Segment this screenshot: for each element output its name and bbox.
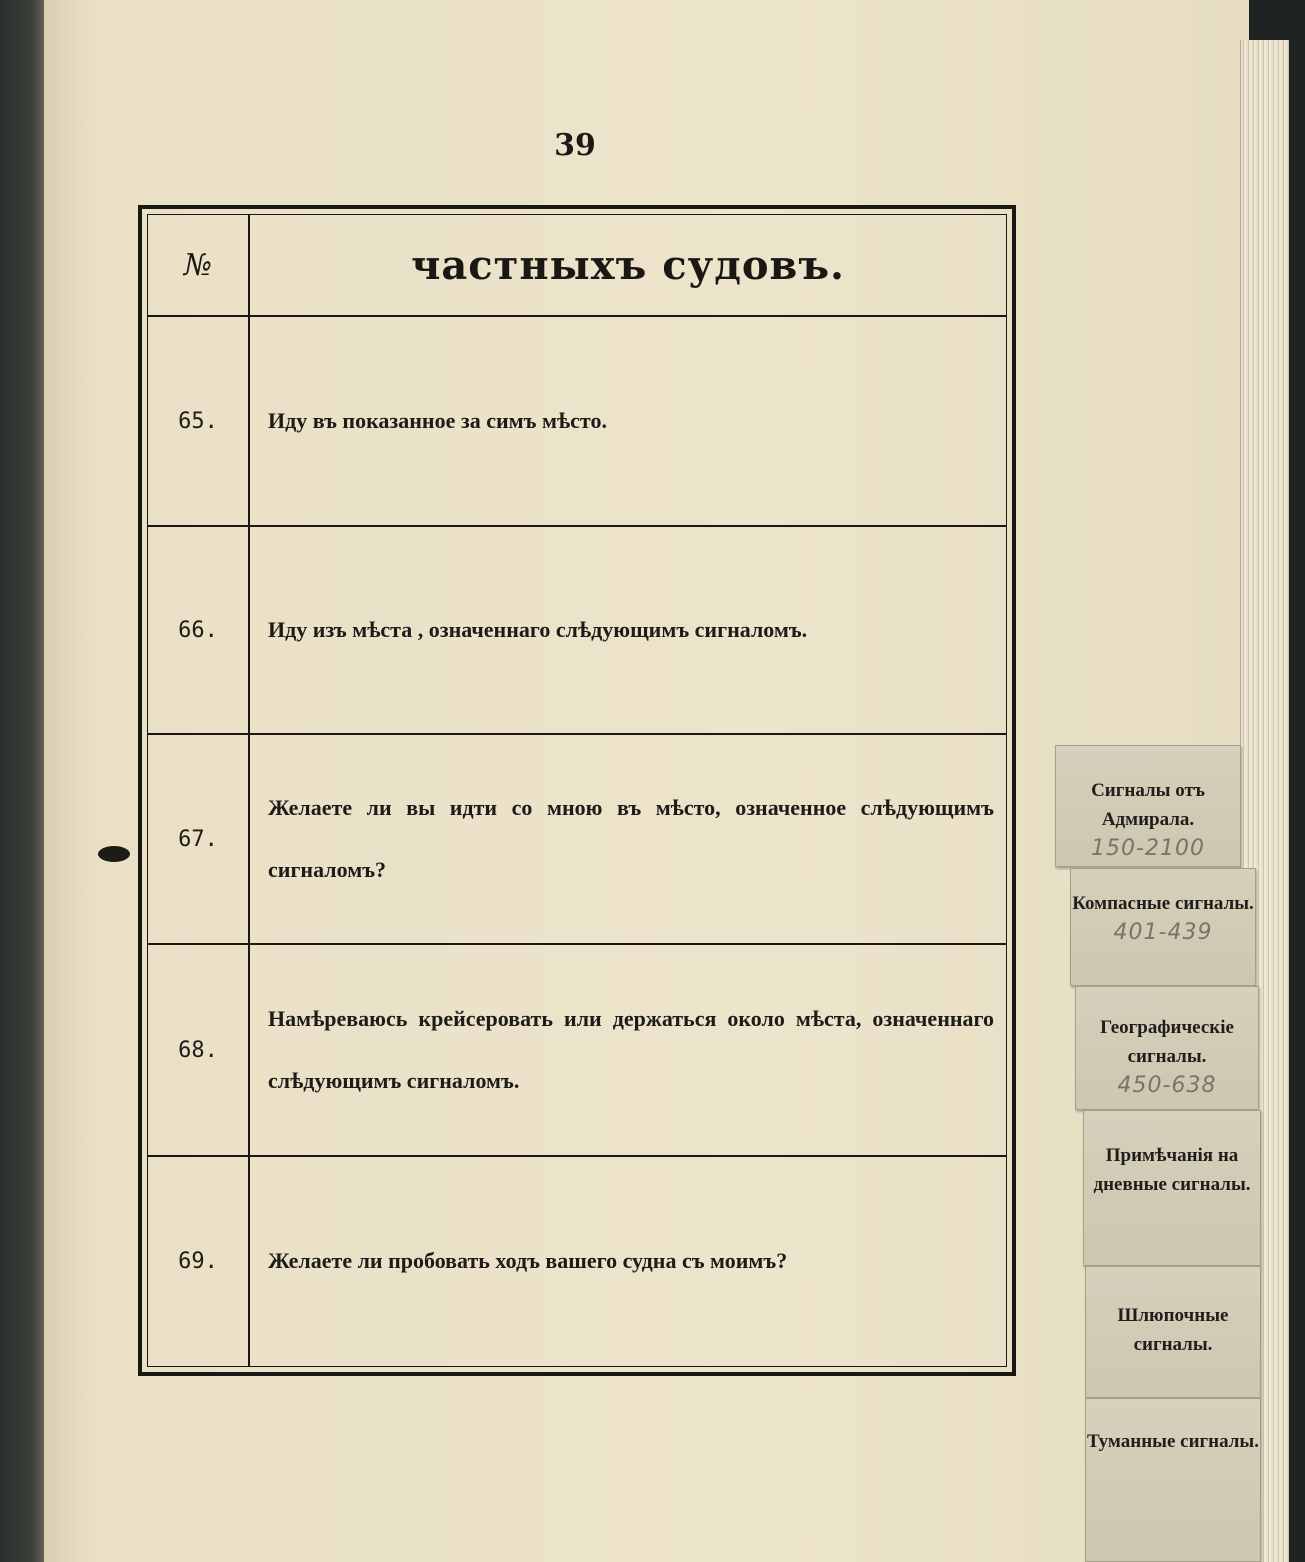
row-text: Намѣреваюсь крейсеровать или держаться около мѣста, означеннаго слѣдующимъ сигналомъ. [268, 1006, 994, 1093]
signal-table [138, 205, 1016, 1376]
table-row [148, 945, 1006, 1155]
row-text: Желаете ли пробовать ходъ вашего судна съ моимъ? [268, 1248, 788, 1273]
tab-label: Сигналы отъ Адмирала. [1091, 780, 1205, 830]
row-number: 67. [178, 826, 218, 852]
header-number: № [183, 247, 213, 283]
tab-day-signal-notes[interactable] [1083, 1110, 1261, 1266]
row-number: 68. [178, 1037, 218, 1063]
tab-fog-signals[interactable] [1085, 1398, 1261, 1562]
tab-compass-signals[interactable] [1070, 868, 1256, 986]
row-text: Желаете ли вы идти со мною въ мѣсто, означенное слѣдующимъ сигналомъ? [268, 795, 994, 882]
row-number: 65. [178, 408, 218, 434]
table-row [148, 735, 1006, 943]
tab-label: Географическіе сигналы. [1100, 1017, 1234, 1067]
row-number: 66. [178, 617, 218, 643]
table-row [148, 527, 1006, 733]
tab-label: Туманные сигналы. [1086, 1431, 1260, 1452]
table-row [148, 317, 1006, 525]
book-gutter [0, 0, 46, 1562]
ink-blot [98, 846, 130, 862]
tab-handwritten-note: 401-439 [1113, 920, 1213, 945]
row-text: Иду изъ мѣста , означеннаго слѣдующимъ сигналомъ. [268, 617, 808, 642]
tab-label: Компасные сигналы. [1072, 893, 1254, 914]
tab-admiral-signals[interactable] [1055, 745, 1241, 867]
table-row [148, 1157, 1006, 1365]
tab-label: Примѣчанія на дневные сигналы. [1093, 1145, 1251, 1195]
row-text: Иду въ показанное за симъ мѣсто. [268, 408, 607, 433]
tab-label: Шлюпочные сигналы. [1117, 1305, 1229, 1355]
page-number: 39 [554, 128, 596, 163]
tab-boat-signals[interactable] [1085, 1266, 1261, 1398]
tab-geographic-signals[interactable] [1075, 986, 1259, 1110]
header-title: частныхъ судовъ. [411, 241, 845, 289]
tab-handwritten-note: 150-2100 [1091, 836, 1205, 861]
row-number: 69. [178, 1248, 218, 1274]
tab-handwritten-note: 450-638 [1117, 1073, 1217, 1098]
